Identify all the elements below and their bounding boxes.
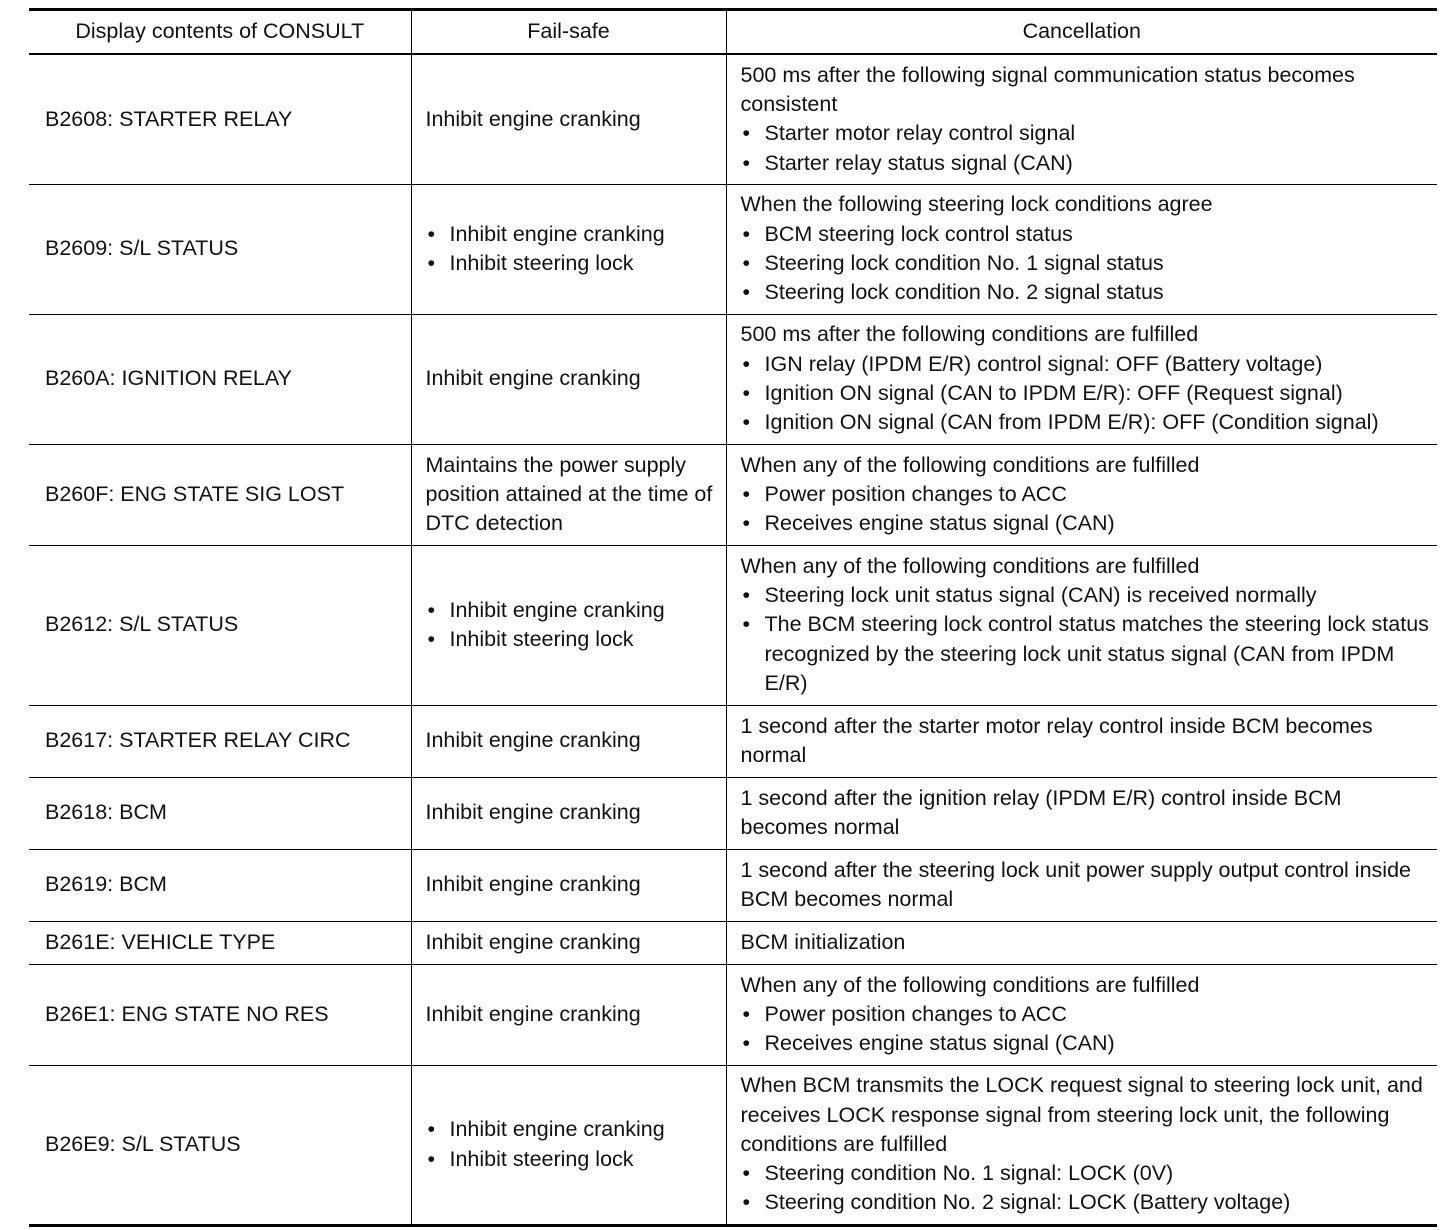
failsafe-bullet-list: [426, 220, 726, 279]
failsafe-cell: [411, 545, 726, 705]
failsafe-cell: [411, 54, 726, 184]
cancellation-text: When BCM transmits the LOCK request signal to steering lock unit, and receives LOCK response signal from steering lock unit, the following conditions are fulfilled: [740, 1073, 1423, 1156]
table-row: [29, 54, 1437, 184]
cancellation-bullet-list: [741, 220, 1434, 308]
failsafe-bullet-item: • Inhibit steering lock: [426, 249, 726, 278]
failsafe-text: Inhibit engine cranking: [425, 872, 641, 897]
cancellation-text: 500 ms after the following signal communication status becomes consistent: [740, 62, 1355, 116]
table-row: [29, 314, 1437, 444]
table-row: [29, 921, 1437, 964]
failsafe-bullet-item: • Inhibit engine cranking: [426, 220, 726, 249]
cancellation-text: 500 ms after the following conditions are fulfilled: [740, 322, 1199, 347]
dtc-code-cell: B260F: ENG STATE SIG LOST: [29, 444, 411, 545]
failsafe-cell: [411, 705, 726, 777]
failsafe-bullet-list: [426, 596, 726, 655]
cancellation-bullet-item: • Power position changes to ACC: [741, 480, 1434, 509]
failsafe-text: Inhibit engine cranking: [425, 728, 641, 753]
table-body: [29, 54, 1437, 1225]
cancellation-cell: [726, 849, 1437, 921]
failsafe-text: Inhibit engine cranking: [425, 106, 641, 131]
table-row: [29, 444, 1437, 545]
dtc-code-cell: B2612: S/L STATUS: [29, 545, 411, 705]
cancellation-bullet-item: • Starter relay status signal (CAN): [741, 149, 1434, 178]
table-row: [29, 184, 1437, 314]
failsafe-bullet-item: • Inhibit engine cranking: [426, 596, 726, 625]
table-header-row: [29, 10, 1437, 55]
cancellation-text: When any of the following conditions are fulfilled: [740, 972, 1200, 997]
cancellation-cell: [726, 777, 1437, 849]
cancellation-bullet-list: [741, 581, 1434, 698]
cancellation-bullet-item: • Steering lock unit status signal (CAN) is received normally: [741, 581, 1434, 610]
cancellation-cell: [726, 921, 1437, 964]
cancellation-text: 1 second after the ignition relay (IPDM E/R) control inside BCM becomes normal: [740, 785, 1342, 839]
failsafe-bullet-list: [426, 1115, 726, 1174]
failsafe-text: Inhibit engine cranking: [425, 1001, 641, 1026]
failsafe-cell: [411, 849, 726, 921]
failsafe-text: Inhibit engine cranking: [425, 800, 641, 825]
cancellation-bullet-item: • Ignition ON signal (CAN to IPDM E/R): OFF (Request signal): [741, 379, 1434, 408]
failsafe-cell: [411, 1065, 726, 1225]
cancellation-bullet-item: • Power position changes to ACC: [741, 1000, 1434, 1029]
cancellation-bullet-item: • Steering lock condition No. 2 signal status: [741, 278, 1434, 307]
failsafe-cell: [411, 921, 726, 964]
cancellation-bullet-item: • IGN relay (IPDM E/R) control signal: OFF (Battery voltage): [741, 350, 1434, 379]
cancellation-bullet-item: • The BCM steering lock control status matches the steering lock status recognized by the steering lock unit status signal (CAN from IPDM E/R): [741, 610, 1434, 698]
cancellation-bullet-item: • Starter motor relay control signal: [741, 119, 1434, 148]
table-row: [29, 705, 1437, 777]
header-fail-safe: Fail-safe: [411, 10, 726, 55]
cancellation-bullet-list: [741, 350, 1434, 438]
dtc-code-cell: B260A: IGNITION RELAY: [29, 314, 411, 444]
cancellation-text: 1 second after the starter motor relay control inside BCM becomes normal: [740, 713, 1373, 767]
cancellation-cell: [726, 314, 1437, 444]
cancellation-bullet-item: • Steering lock condition No. 1 signal status: [741, 249, 1434, 278]
failsafe-bullet-item: • Inhibit steering lock: [426, 625, 726, 654]
cancellation-text: When any of the following conditions are fulfilled: [740, 452, 1200, 477]
cancellation-bullet-list: [741, 1159, 1434, 1218]
cancellation-bullet-item: • Receives engine status signal (CAN): [741, 509, 1434, 538]
failsafe-bullet-item: • Inhibit steering lock: [426, 1145, 726, 1174]
failsafe-bullet-item: • Inhibit engine cranking: [426, 1115, 726, 1144]
dtc-code-cell: B26E9: S/L STATUS: [29, 1065, 411, 1225]
cancellation-cell: [726, 705, 1437, 777]
dtc-code-cell: B2619: BCM: [29, 849, 411, 921]
dtc-code-cell: B2609: S/L STATUS: [29, 184, 411, 314]
cancellation-bullet-item: • Receives engine status signal (CAN): [741, 1029, 1434, 1058]
failsafe-table: [29, 8, 1437, 1227]
dtc-code-cell: B26E1: ENG STATE NO RES: [29, 964, 411, 1065]
cancellation-cell: [726, 964, 1437, 1065]
failsafe-text: Inhibit engine cranking: [425, 366, 641, 391]
failsafe-text: Inhibit engine cranking: [425, 929, 641, 954]
cancellation-cell: [726, 1065, 1437, 1225]
dtc-code-cell: B2608: STARTER RELAY: [29, 54, 411, 184]
cancellation-bullet-item: • Ignition ON signal (CAN from IPDM E/R): OFF (Condition signal): [741, 408, 1434, 437]
failsafe-cell: [411, 444, 726, 545]
table-row: [29, 777, 1437, 849]
cancellation-bullet-item: • Steering condition No. 2 signal: LOCK (Battery voltage): [741, 1188, 1434, 1217]
header-cancellation: Cancellation: [726, 10, 1437, 55]
cancellation-cell: [726, 444, 1437, 545]
header-display-contents: Display contents of CONSULT: [29, 10, 411, 55]
cancellation-text: When the following steering lock conditions agree: [740, 192, 1213, 217]
cancellation-text: BCM initialization: [740, 929, 906, 954]
dtc-code-cell: B2618: BCM: [29, 777, 411, 849]
cancellation-bullet-list: [741, 480, 1434, 539]
cancellation-bullet-item: • Steering condition No. 1 signal: LOCK (0V): [741, 1159, 1434, 1188]
failsafe-text: Maintains the power supply position attained at the time of DTC detection: [425, 452, 713, 536]
failsafe-cell: [411, 184, 726, 314]
cancellation-text: When any of the following conditions are fulfilled: [740, 553, 1200, 578]
dtc-code-cell: B261E: VEHICLE TYPE: [29, 921, 411, 964]
table-row: [29, 545, 1437, 705]
table-row: [29, 964, 1437, 1065]
table-row: [29, 1065, 1437, 1225]
dtc-code-cell: B2617: STARTER RELAY CIRC: [29, 705, 411, 777]
cancellation-cell: [726, 545, 1437, 705]
cancellation-text: 1 second after the steering lock unit power supply output control inside BCM becomes normal: [740, 857, 1411, 911]
cancellation-bullet-list: [741, 119, 1434, 178]
cancellation-cell: [726, 54, 1437, 184]
cancellation-bullet-item: • BCM steering lock control status: [741, 220, 1434, 249]
cancellation-cell: [726, 184, 1437, 314]
table-row: [29, 849, 1437, 921]
failsafe-cell: [411, 314, 726, 444]
cancellation-bullet-list: [741, 1000, 1434, 1059]
failsafe-cell: [411, 964, 726, 1065]
failsafe-cell: [411, 777, 726, 849]
